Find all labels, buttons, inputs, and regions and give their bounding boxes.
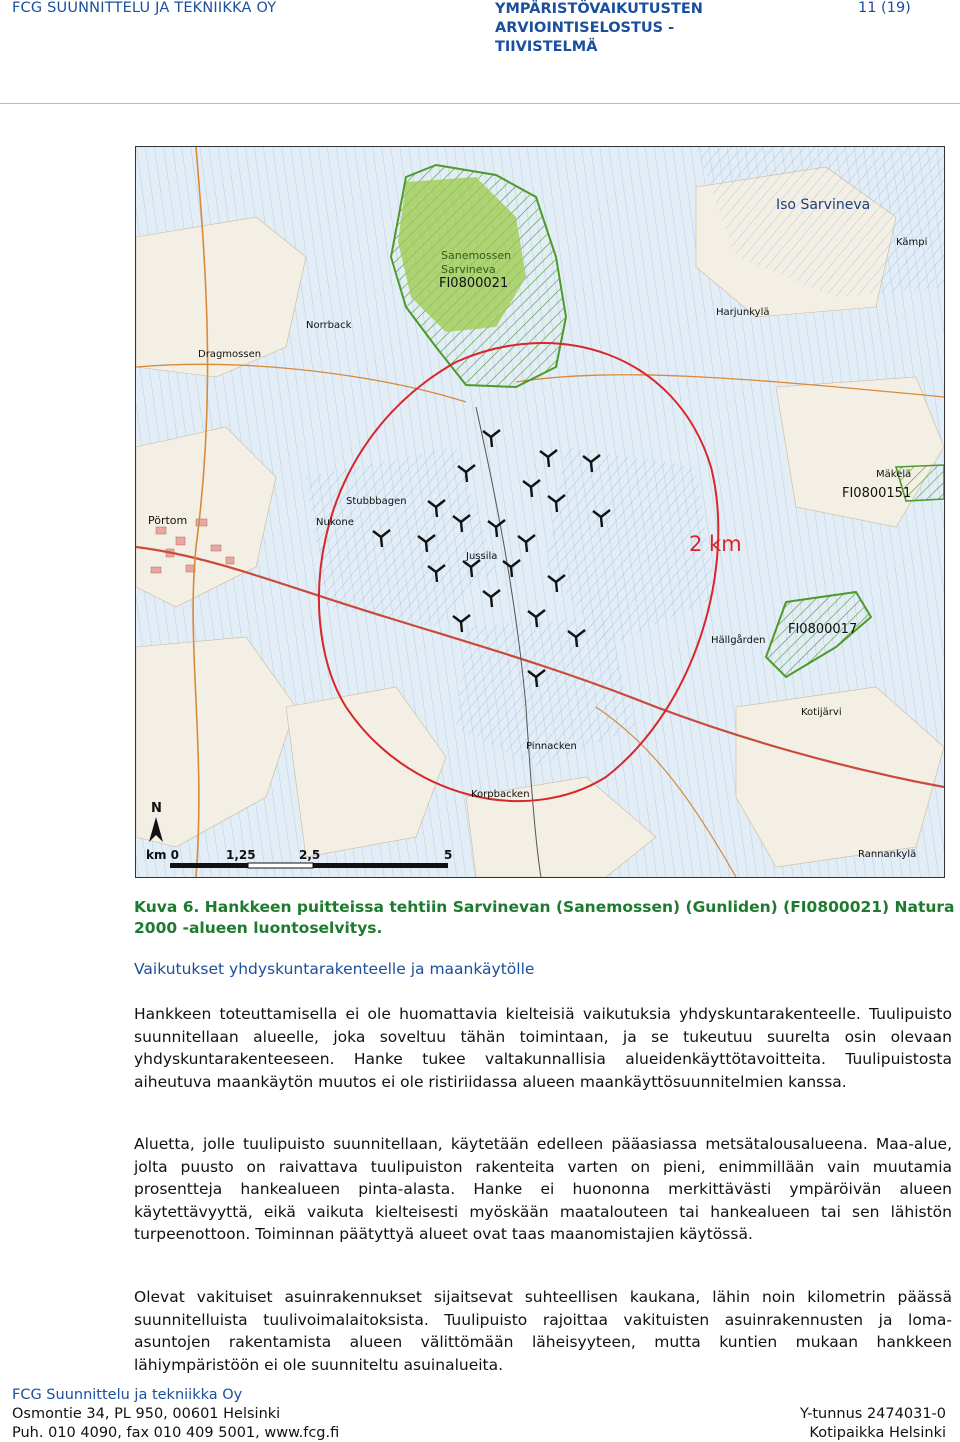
- paragraph-3: Olevat vakituiset asuinrakennukset sijaitsevat suhteellisen kaukana, lähin noin kilometrin päässä suunnitelluista tuulivoimalaitoksista. Tuulipuisto rajoittaa vakituisten asuinrakennusten ja loma-asuntojen rakentamista alueen välittömään läheisyyteen, mutta kuntien mukaan hankkeen lähiympäristöön ei ole suunniteltu asuinalueita.: [134, 1288, 952, 1374]
- project-map: [135, 146, 945, 878]
- paragraph-1: Hankkeen toteuttamisella ei ole huomattavia kielteisiä vaikutuksia yhdyskuntarakenteelle. Tuulipuisto suunnitellaan alueelle, joka soveltuu tähän toimintaan, ja se tukeutuu suurelta osin olevaan yhdyskuntarakenteeseen. Hanke tukee valtakunnallisia alueidenkäyttötavoitteita. Tuulipuistosta aiheutuva maankäytön muutos ei ole ristiriidassa alueen maankäyttösuunnitelmien kanssa.: [134, 1005, 952, 1091]
- place-rannankyla: Rannankylä: [858, 849, 917, 860]
- place-dragmossen: Dragmossen: [198, 349, 262, 360]
- place-iso-sarvineva: Iso Sarvineva: [776, 197, 871, 213]
- footer-kotipaikka: Kotipaikka Helsinki: [809, 1425, 946, 1441]
- area-name-2: Sarvineva: [441, 263, 496, 276]
- natura-label-fi0800017: FI0800017: [788, 622, 858, 637]
- figure-caption: Kuva 6. Hankkeen puitteissa tehtiin Sarvinevan (Sanemossen) (Gunliden) (FI0800021) Natura 2000 -alueen luontoselvitys.: [134, 898, 955, 937]
- scale-label-2: 2,5: [299, 848, 321, 862]
- natura-label-fi0800021: FI0800021: [439, 276, 509, 291]
- scale-label-0: km 0: [146, 848, 180, 862]
- place-harjunkyla: Harjunkylä: [716, 307, 770, 318]
- natura-label-fi0800151: FI0800151: [842, 486, 912, 501]
- scale-label-3: 5: [444, 848, 453, 862]
- place-norrback: Norrback: [306, 320, 352, 331]
- area-name-1: Sanemossen: [441, 249, 512, 262]
- footer-ytunnus: Y-tunnus 2474031-0: [799, 1406, 946, 1422]
- scale-label-1: 1,25: [226, 848, 256, 862]
- header-company: FCG SUUNNITTELU JA TEKNIIKKA OY: [12, 0, 277, 16]
- paragraph-2: Aluetta, jolle tuulipuisto suunnitellaan, käytetään edelleen pääasiassa metsätalousalueena. Maa-alue, jolta puusto on raivattava tuulipuiston rakenteita varten on pieni, enimmillään vain muutamia prosentteja hankealueen pinta-alasta. Hanke ei huononna merkittävästi ympäröivän alueen käytettävyyttä, eikä vaikuta kielteisesti myöskään maatalouteen tai hankealueen tai sen lähistön turpeenottoon. Toiminnan päätyttyä alueet ovat taas maanomistajien käytössä.: [134, 1135, 952, 1243]
- footer-address: Osmontie 34, PL 950, 00601 Helsinki: [12, 1406, 281, 1422]
- radius-label: 2 km: [689, 532, 742, 556]
- page-number: 11 (19): [858, 0, 911, 16]
- place-makela: Mäkelä: [876, 469, 912, 480]
- place-portom: Pörtom: [148, 514, 188, 527]
- place-stubbbagen: Stubbbagen: [346, 496, 407, 507]
- header-divider: [0, 103, 960, 104]
- place-korpbacken: Korpbacken: [471, 789, 530, 800]
- north-label: N: [151, 801, 162, 816]
- place-nukone: Nukone: [316, 517, 354, 528]
- footer-phone: Puh. 010 4090, fax 010 409 5001, www.fcg.fi: [12, 1425, 340, 1441]
- place-kotijarvi: Kotijärvi: [801, 707, 842, 718]
- place-jussila: Jussila: [466, 551, 498, 562]
- place-hallgarden: Hällgården: [711, 635, 766, 646]
- section-heading: Vaikutukset yhdyskuntarakenteelle ja maankäytölle: [134, 960, 535, 978]
- header-title: YMPÄRISTÖVAIKUTUSTEN ARVIOINTISELOSTUS - TIIVISTELMÄ: [495, 1, 703, 55]
- place-pinnacken: Pinnacken: [526, 741, 577, 752]
- place-kampi: Kämpi: [896, 237, 928, 248]
- footer-company: FCG Suunnittelu ja tekniikka Oy: [12, 1387, 243, 1403]
